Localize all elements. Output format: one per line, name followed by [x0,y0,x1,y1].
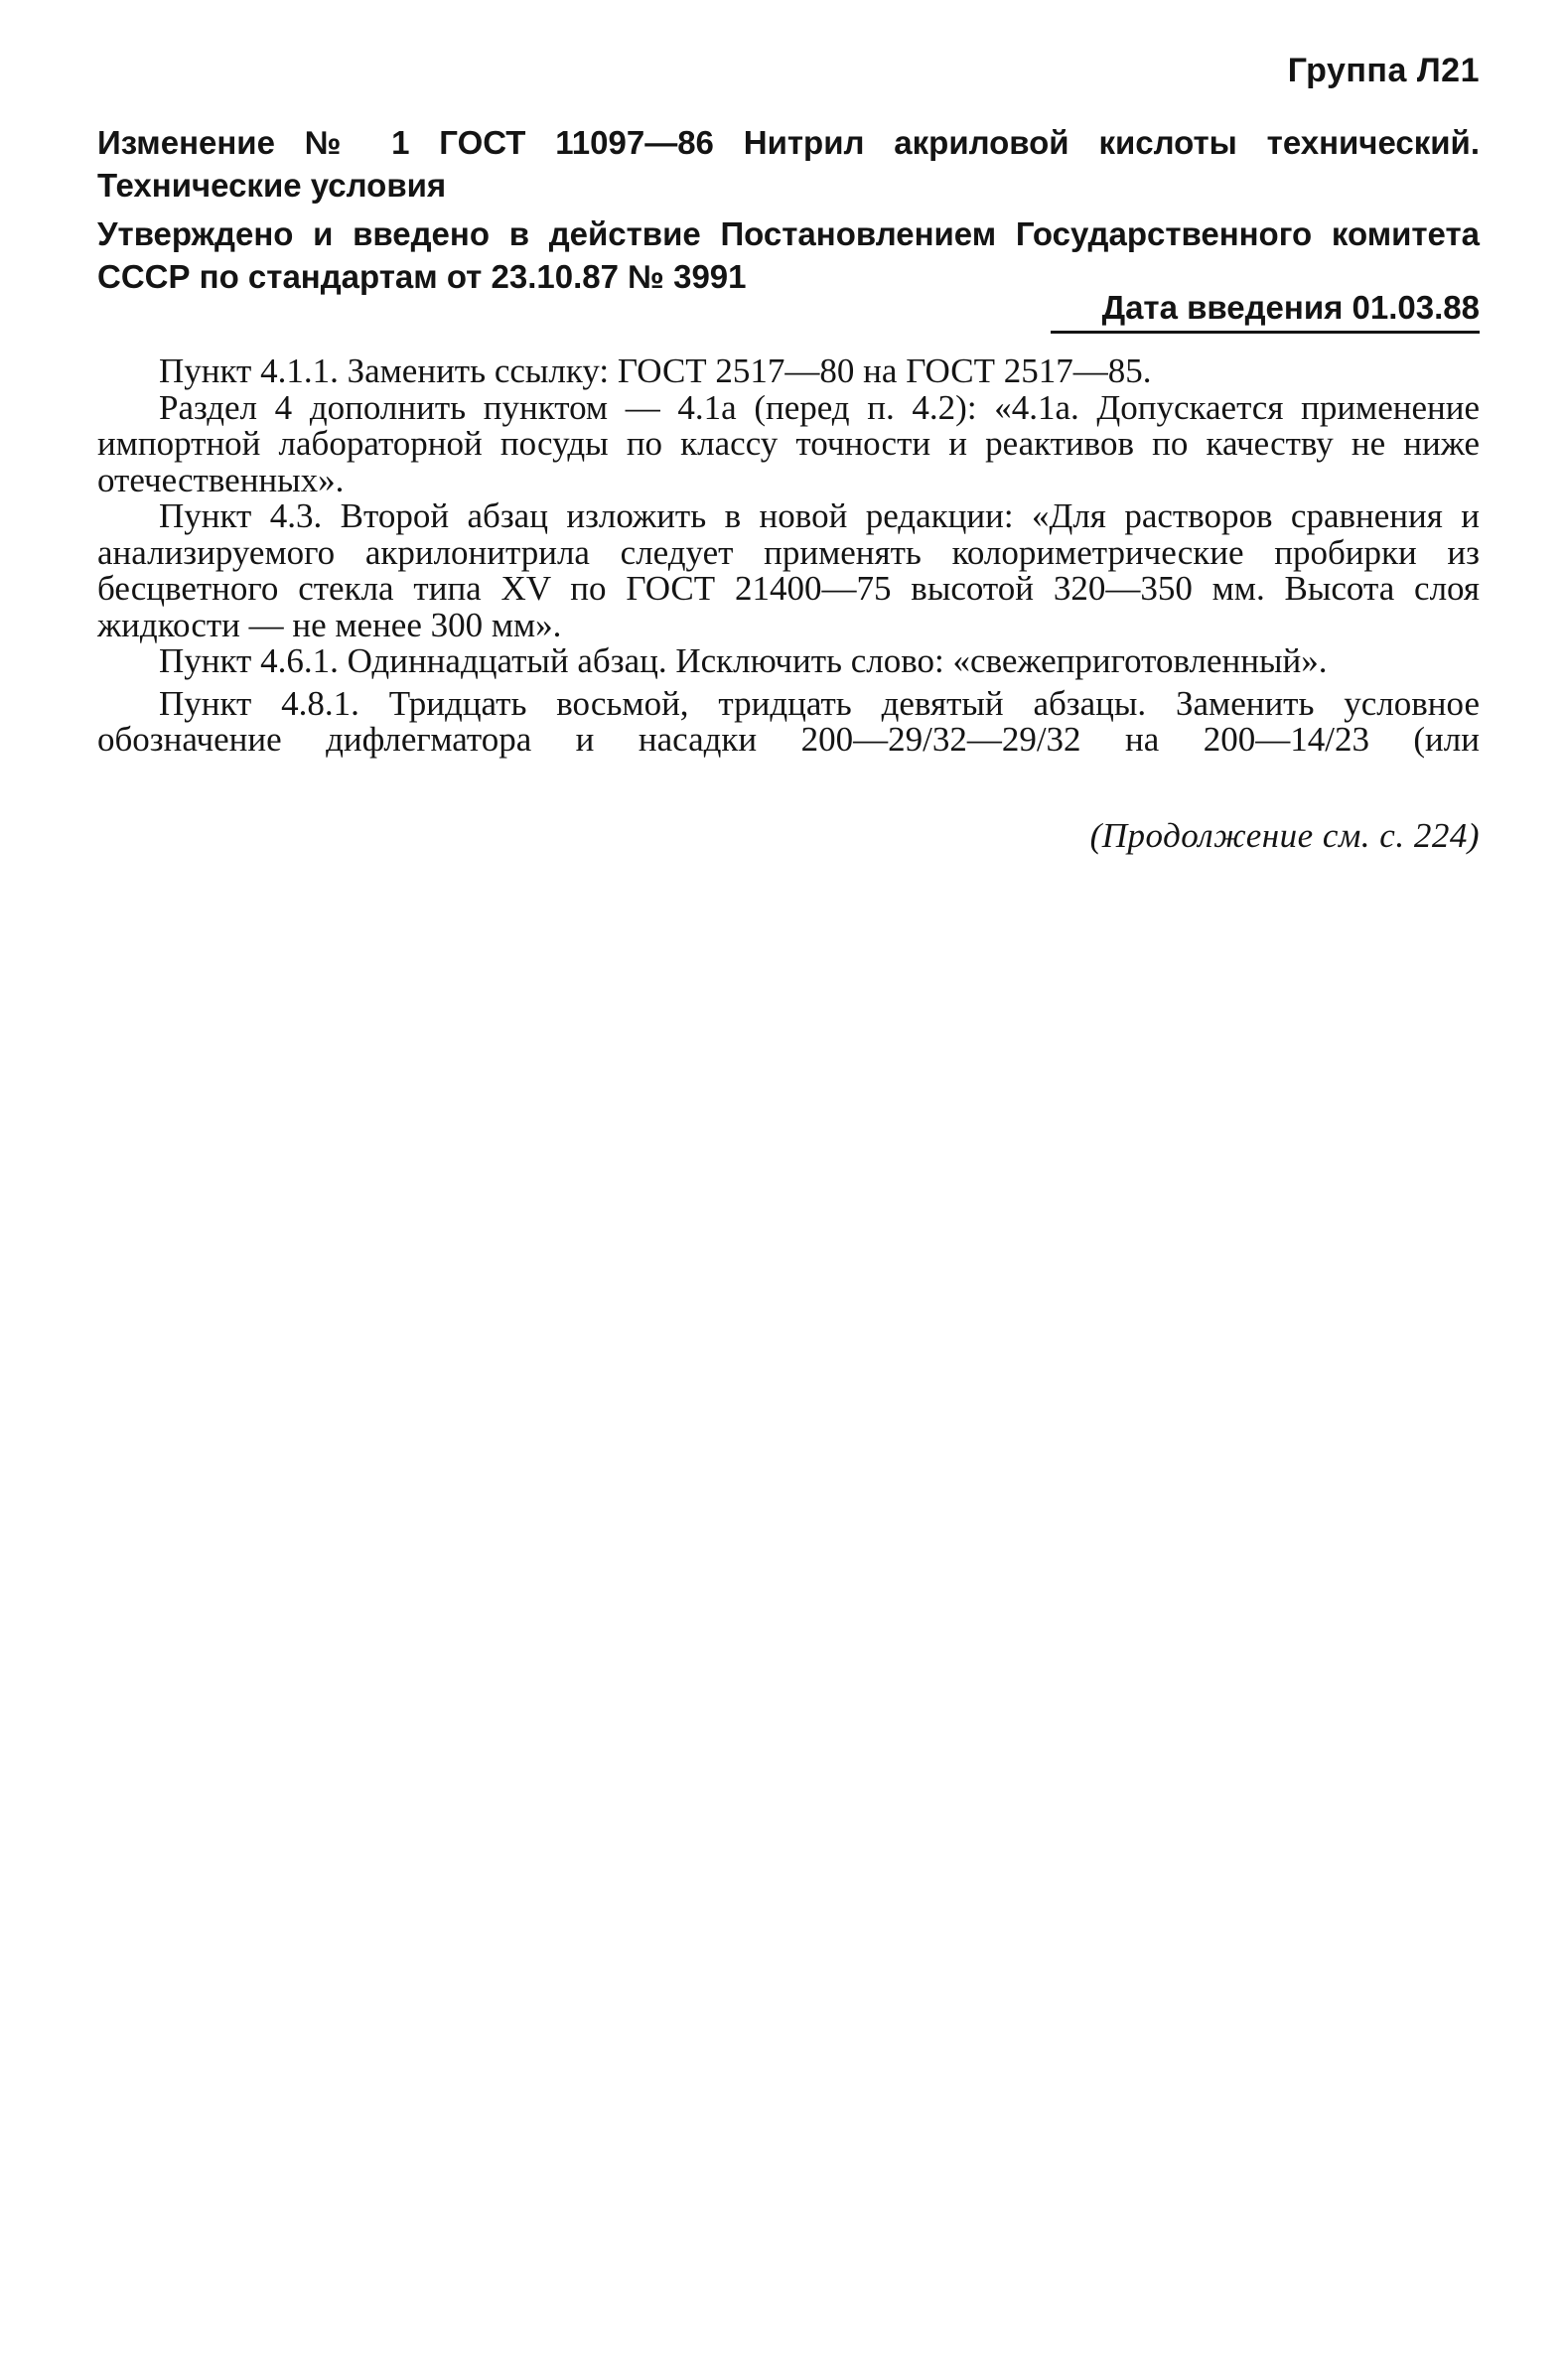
paragraph-4-6-1: Пункт 4.6.1. Одиннадцатый абзац. Исключить слово: «свежеприготовленный». [159,641,1328,680]
date-underline [1051,331,1480,334]
paragraph-4-3: Пункт 4.3. Второй абзац изложить в новой редакции: «Для растворов сравнения и анализируемого акрилонитрила следует применять колориметрические пробирки из бесцветного стекла типа XV по ГОСТ 21400—75 высотой 320—350 мм. Высота слоя жидкости — не менее 300 мм». [97,496,1480,644]
continuation-note: (Продолжение см. с. 224) [1089,816,1480,855]
document-body [97,353,1480,759]
paragraph-section-4-addition: Раздел 4 дополнить пунктом — 4.1а (перед п. 4.2): «4.1а. Допускается применение импортной лабораторной посуды по классу точности и реактивов по качеству не ниже отечественных». [97,387,1480,499]
document-page [97,0,1480,2380]
approval-statement: Утверждено и введено в действие Постановлением Государственного комитета СССР по стандартам от 23.10.87 № 3991 [97,215,1480,295]
group-code: Группа Л21 [1287,52,1480,89]
effective-date: Дата введения 01.03.88 [1101,289,1480,326]
change-title: Изменение № 1 ГОСТ 11097—86 Нитрил акриловой кислоты технический. Технические условия [97,124,1480,204]
paragraph-4-8-1: Пункт 4.8.1. Тридцать восьмой, тридцать девятый абзацы. Заменить условное обозначение дифлегматора и насадки 200—29/32—29/32 на 200—14/23 (или [97,683,1480,759]
paragraph-4-1-1: Пункт 4.1.1. Заменить ссылку: ГОСТ 2517—80 на ГОСТ 2517—85. [159,351,1152,390]
